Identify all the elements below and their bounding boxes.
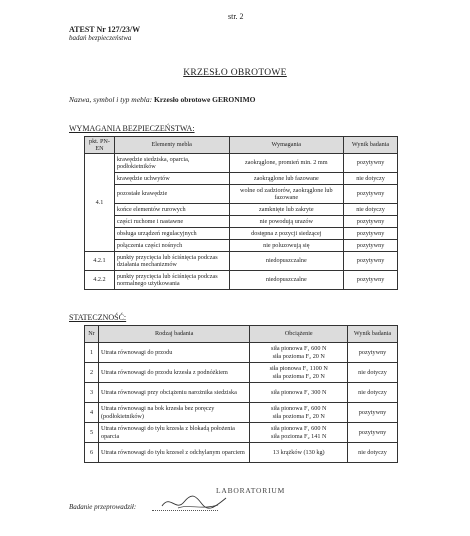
load-cell xyxy=(250,443,348,463)
table-row xyxy=(85,403,398,423)
result-cell: pozytywny xyxy=(348,403,398,423)
element-cell: krawędzie siedziska, oparcia, podłokietników xyxy=(114,154,229,173)
nr-cell: 5 xyxy=(85,423,99,443)
requirement-cell: niedopuszczalne xyxy=(229,252,344,271)
table-row xyxy=(85,423,398,443)
result-cell: pozytywny xyxy=(348,423,398,443)
table-row xyxy=(85,363,398,383)
document-title: KRZESŁO OBROTOWE xyxy=(183,68,287,78)
ref-cell: 4.2.1 xyxy=(85,252,115,271)
test-cell: Utrata równowagi do przodu xyxy=(98,343,249,363)
requirement-cell: zaokrąglone, promień min. 2 mm xyxy=(229,154,344,173)
ref-cell: 4.1 xyxy=(85,154,115,252)
ref-cell: 4.2.2 xyxy=(85,271,115,290)
load-cell xyxy=(250,403,348,423)
result-cell: pozytywny xyxy=(344,185,398,204)
col-header-result: Wynik badania xyxy=(348,326,398,343)
tested-by-label: Badanie przeprowadził: xyxy=(69,503,137,511)
requirement-cell: niedopuszczalne xyxy=(229,271,344,290)
load-line: siła pozioma F₂ 20 N xyxy=(272,352,325,360)
laboratory-stamp: LABORATORIUM xyxy=(216,486,286,495)
table-row xyxy=(85,216,398,228)
table-row xyxy=(85,443,398,463)
element-cell: punkty przycięcia lub ściśnięcia podczas działania mechanizmów xyxy=(114,252,229,271)
page-number: str. 2 xyxy=(228,12,244,21)
result-cell: nie dotyczy xyxy=(344,204,398,216)
result-cell: pozytywny xyxy=(344,154,398,173)
col-header-nr: Nr xyxy=(85,326,99,343)
nr-cell: 1 xyxy=(85,343,99,363)
test-cell: Utrata równowagi do tyłu krzeseł z odchylanym oparciem xyxy=(98,443,249,463)
col-header-result: Wynik badania xyxy=(344,137,398,154)
table-row xyxy=(85,271,398,290)
result-cell: pozytywny xyxy=(344,252,398,271)
result-cell: pozytywny xyxy=(344,271,398,290)
col-header-test: Rodzaj badania xyxy=(98,326,249,343)
element-cell: części ruchome i nastawne xyxy=(114,216,229,228)
safety-heading: WYMAGANIA BEZPIECZEŃSTWA: xyxy=(69,124,195,133)
requirement-cell: dostępna z pozycji siedzącej xyxy=(229,228,344,240)
result-cell: pozytywny xyxy=(344,228,398,240)
result-cell: pozytywny xyxy=(344,240,398,252)
load-line: siła pionowa F₁ 600 N xyxy=(271,345,327,353)
load-line: siła pionowa F₁ 600 N xyxy=(271,405,327,413)
col-header-element: Elementy mebla xyxy=(114,137,229,154)
requirement-cell: zamknięte lub zakryte xyxy=(229,204,344,216)
load-cell xyxy=(250,423,348,443)
certificate-subtitle: badań bezpieczeństwa xyxy=(69,34,132,42)
col-header-load: Obciążenie xyxy=(250,326,348,343)
col-header-requirement: Wymagania xyxy=(229,137,344,154)
certificate-number: ATEST Nr 127/23/W xyxy=(69,25,141,34)
load-line: siła pionowa F₁ 1100 N xyxy=(269,365,328,373)
requirement-cell: wolne od zadziorów, zaokrąglone lub fazowane xyxy=(229,185,344,204)
table-row xyxy=(85,228,398,240)
load-line: siła pozioma F₂ 20 N xyxy=(272,372,325,380)
stability-table xyxy=(84,325,398,463)
table-row xyxy=(85,154,398,173)
product-line xyxy=(69,95,256,104)
element-cell: obsługa urządzeń regulacyjnych xyxy=(114,228,229,240)
load-line: siła pionowa F₁ 600 N xyxy=(271,425,327,433)
requirement-cell: zaokrąglone lub fazowane xyxy=(229,173,344,185)
table-row xyxy=(85,185,398,204)
nr-cell: 6 xyxy=(85,443,99,463)
test-cell: Utrata równowagi do przodu krzesła z podnóżkiem xyxy=(98,363,249,383)
element-cell: połączenia części nośnych xyxy=(114,240,229,252)
result-cell: nie dotyczy xyxy=(344,173,398,185)
test-cell: Utrata równowagi przy obciążeniu narożnika siedziska xyxy=(98,383,249,403)
nr-cell: 2 xyxy=(85,363,99,383)
test-cell: Utrata równowagi na bok krzesła bez poręczy (podłokietników) xyxy=(98,403,249,423)
element-cell: krawędzie uchwytów xyxy=(114,173,229,185)
result-cell: pozytywny xyxy=(344,216,398,228)
table-row xyxy=(85,383,398,403)
signature-icon xyxy=(158,490,230,514)
load-line: siła pozioma F₂ 141 N xyxy=(271,432,327,440)
table-row xyxy=(85,252,398,271)
load-line: 13 krążków (130 kg) xyxy=(272,448,325,456)
nr-cell: 4 xyxy=(85,403,99,423)
result-cell: nie dotyczy xyxy=(348,363,398,383)
requirement-cell: nie powodują urazów xyxy=(229,216,344,228)
load-line: siła pozioma F₂ 20 N xyxy=(272,412,325,420)
element-cell: końce elementów rurowych xyxy=(114,204,229,216)
load-cell xyxy=(250,343,348,363)
nr-cell: 3 xyxy=(85,383,99,403)
table-row xyxy=(85,204,398,216)
load-line: siła pionowa F₁ 300 N xyxy=(271,388,327,396)
stability-heading: STATECZNOŚĆ: xyxy=(69,313,127,322)
table-row xyxy=(85,173,398,185)
col-header-ref: pkt. PN-EN xyxy=(85,137,115,154)
result-cell: pozytywny xyxy=(348,343,398,363)
result-cell: nie dotyczy xyxy=(348,383,398,403)
product-name: Krzesło obrotowe GERONIMO xyxy=(154,95,256,104)
load-cell xyxy=(250,363,348,383)
table-row xyxy=(85,343,398,363)
requirement-cell: nie poluzowują się xyxy=(229,240,344,252)
result-cell: nie dotyczy xyxy=(348,443,398,463)
product-label: Nazwa, symbol i typ mebla: xyxy=(69,95,153,104)
test-cell: Utrata równowagi do tyłu krzesła z blokadą położenia oparcia xyxy=(98,423,249,443)
element-cell: pozostałe krawędzie xyxy=(114,185,229,204)
table-row xyxy=(85,240,398,252)
element-cell: punkty przycięcia lub ściśnięcia podczas normalnego użytkowania xyxy=(114,271,229,290)
load-cell xyxy=(250,383,348,403)
safety-table xyxy=(84,136,398,290)
